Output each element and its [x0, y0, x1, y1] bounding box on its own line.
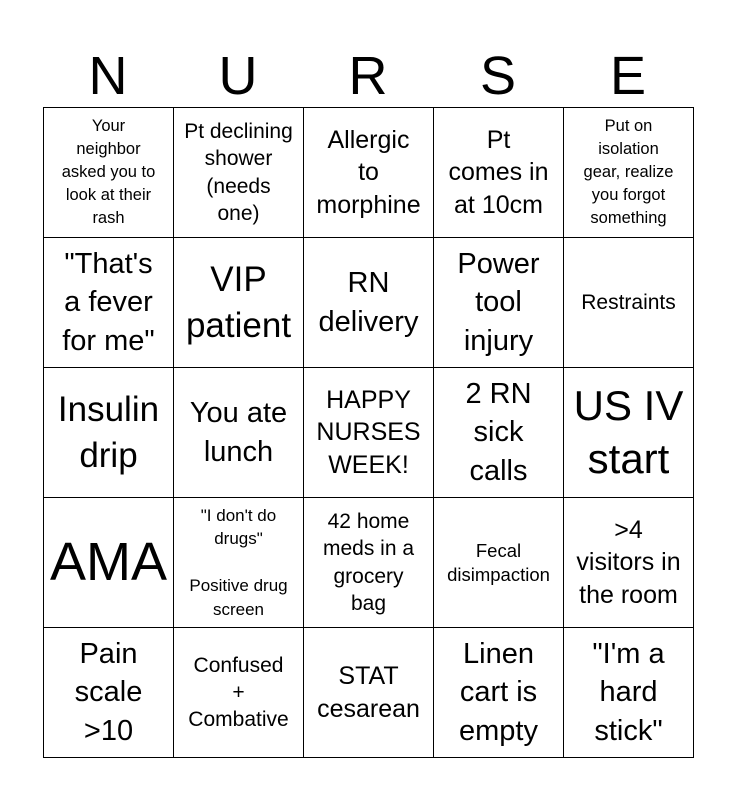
- bingo-row-1: [44, 108, 694, 238]
- bingo-cell[interactable]: "I'm a hard stick": [564, 628, 694, 758]
- bingo-row-4: [44, 498, 694, 628]
- header-letter-e: E: [609, 46, 647, 106]
- bingo-cell[interactable]: HAPPY NURSES WEEK!: [304, 368, 434, 498]
- bingo-cell[interactable]: Pt declining shower (needs one): [174, 108, 304, 238]
- bingo-cell[interactable]: Confused + Combative: [174, 628, 304, 758]
- header-letter-s: S: [479, 46, 517, 106]
- bingo-cell[interactable]: Restraints: [564, 238, 694, 368]
- bingo-cell[interactable]: Pt comes in at 10cm: [434, 108, 564, 238]
- bingo-cell[interactable]: RN delivery: [304, 238, 434, 368]
- bingo-cell[interactable]: STAT cesarean: [304, 628, 434, 758]
- bingo-cell[interactable]: Linen cart is empty: [434, 628, 564, 758]
- bingo-header: [43, 44, 693, 108]
- bingo-cell[interactable]: You ate lunch: [174, 368, 304, 498]
- bingo-row-2: [44, 238, 694, 368]
- bingo-cell[interactable]: Your neighbor asked you to look at their rash: [44, 108, 174, 238]
- bingo-cell[interactable]: >4 visitors in the room: [564, 498, 694, 628]
- bingo-cell[interactable]: "I don't do drugs" Positive drug screen: [174, 498, 304, 628]
- header-letter-u: U: [218, 46, 258, 106]
- bingo-cell[interactable]: "That's a fever for me": [44, 238, 174, 368]
- bingo-cell[interactable]: Power tool injury: [434, 238, 564, 368]
- bingo-cell[interactable]: Fecal disimpaction: [434, 498, 564, 628]
- header-letter-r: R: [348, 46, 388, 106]
- bingo-cell[interactable]: Allergic to morphine: [304, 108, 434, 238]
- bingo-cell[interactable]: Insulin drip: [44, 368, 174, 498]
- bingo-row-3: [44, 368, 694, 498]
- bingo-cell[interactable]: VIP patient: [174, 238, 304, 368]
- bingo-cell[interactable]: Pain scale >10: [44, 628, 174, 758]
- bingo-cell[interactable]: 42 home meds in a grocery bag: [304, 498, 434, 628]
- bingo-cell[interactable]: Put on isolation gear, realize you forgot something: [564, 108, 694, 238]
- bingo-cell[interactable]: 2 RN sick calls: [434, 368, 564, 498]
- bingo-cell[interactable]: US IV start: [564, 368, 694, 498]
- bingo-card-grid: [43, 107, 694, 758]
- bingo-row-5: [44, 628, 694, 758]
- bingo-cell[interactable]: AMA: [44, 498, 174, 628]
- header-letter-n: N: [88, 46, 128, 106]
